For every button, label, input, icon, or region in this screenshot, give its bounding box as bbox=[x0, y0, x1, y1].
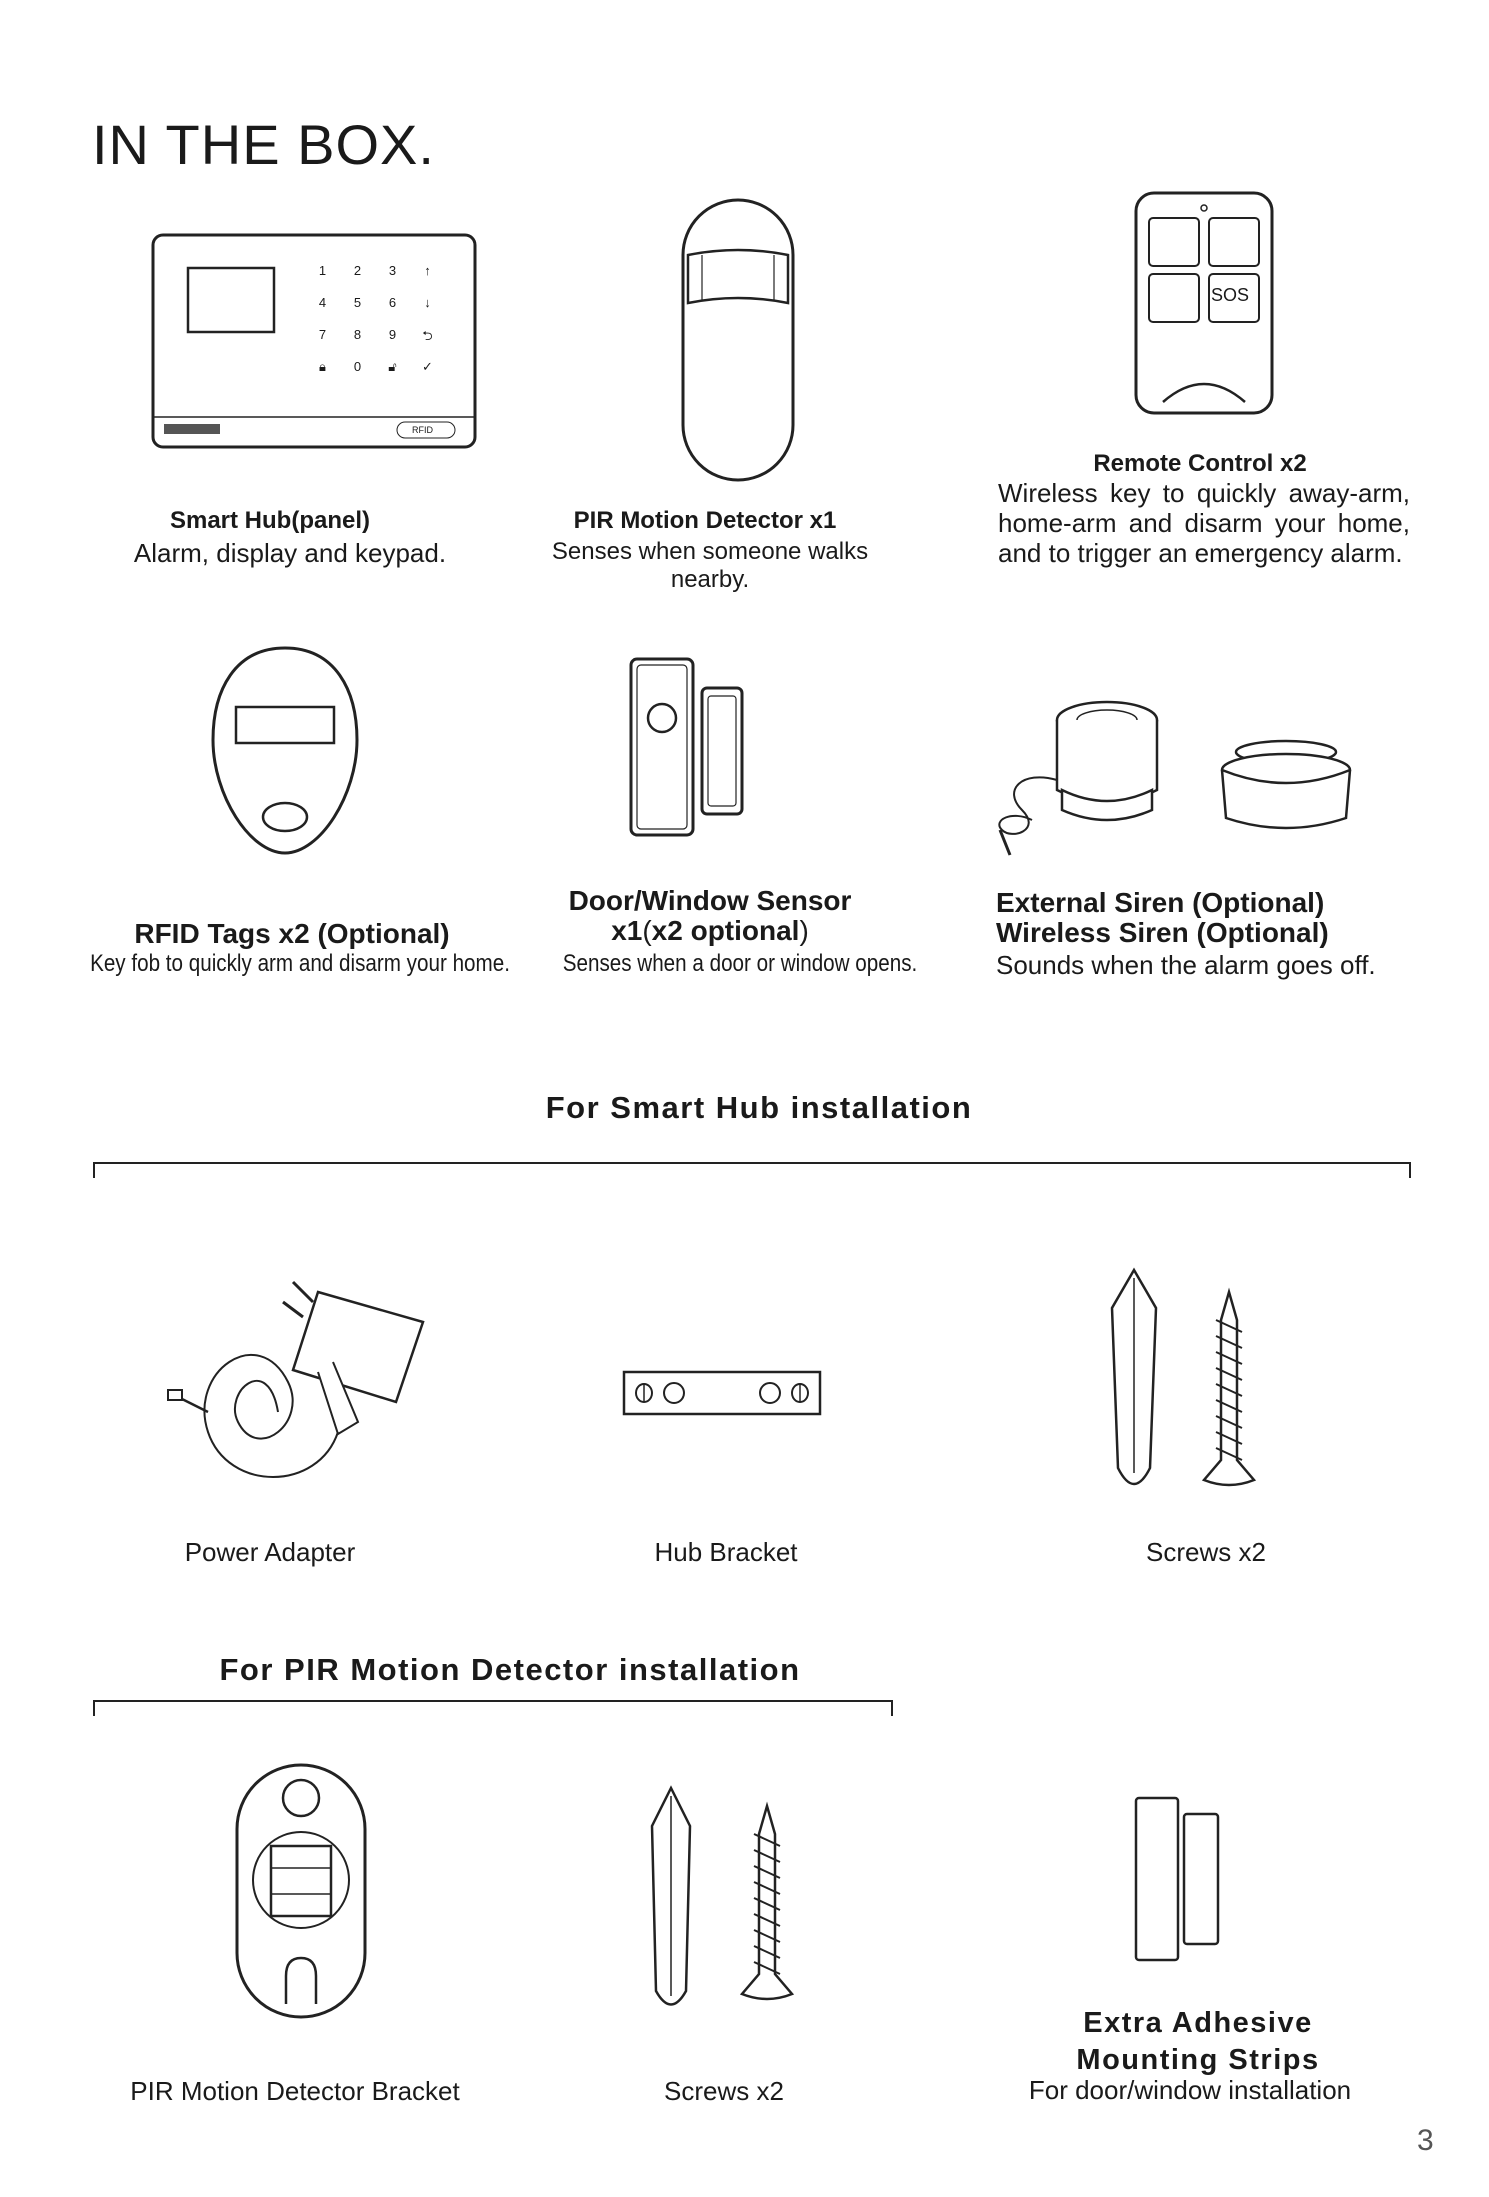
page-title: IN THE BOX. bbox=[92, 113, 435, 176]
keypad-key: 9 bbox=[388, 327, 397, 342]
name-part: ( bbox=[642, 915, 652, 946]
adhesive-name bbox=[1008, 2005, 1388, 2079]
item-name-rfid: RFID Tags x2 (Optional) bbox=[134, 918, 450, 949]
keypad-key: 6 bbox=[388, 295, 397, 310]
name-line bbox=[520, 916, 900, 946]
desc-line: home-arm and disarm your home, bbox=[998, 508, 1410, 538]
adhesive-desc: For door/window installation bbox=[1028, 2075, 1352, 2105]
unlock-icon: 🔓︎ bbox=[388, 359, 397, 374]
keypad-key: ↑ bbox=[424, 263, 431, 278]
item-name-sirens bbox=[996, 888, 1329, 948]
part-caption-hub-bracket: Hub Bracket bbox=[654, 1537, 798, 1567]
name-part: ) bbox=[799, 915, 809, 946]
part-caption-pir-screws: Screws x2 bbox=[664, 2076, 784, 2106]
desc-line: Wireless key to quickly away-arm, bbox=[998, 478, 1410, 508]
hub-installation-bracket bbox=[93, 1162, 1411, 1178]
hub-bracket-illustration bbox=[622, 1370, 822, 1416]
hub-installation-heading: For Smart Hub installation bbox=[545, 1090, 973, 1125]
keypad-key: ↓ bbox=[424, 295, 431, 310]
page-number: 3 bbox=[1417, 2124, 1434, 2157]
keypad-key: 3 bbox=[388, 263, 397, 278]
anchor-illustration bbox=[650, 1786, 692, 2018]
item-desc-rfid: Key fob to quickly arm and disarm your home. bbox=[90, 950, 510, 977]
rfid-label: RFID bbox=[412, 425, 433, 435]
pir-motion-detector-illustration bbox=[680, 197, 796, 483]
name-line: Mounting Strips bbox=[1076, 2044, 1320, 2076]
part-caption-power-adapter: Power Adapter bbox=[184, 1537, 356, 1567]
screw-illustration bbox=[1202, 1290, 1256, 1488]
item-desc-sirens: Sounds when the alarm goes off. bbox=[996, 950, 1376, 980]
keypad-key: ⮌ bbox=[422, 328, 433, 343]
lock-icon: 🔒︎ bbox=[319, 359, 326, 374]
desc-line: and to trigger an emergency alarm. bbox=[998, 538, 1403, 568]
item-name-door-window-sensor bbox=[520, 886, 900, 946]
item-desc-remote bbox=[998, 478, 1410, 568]
part-caption-pir-bracket: PIR Motion Detector Bracket bbox=[130, 2076, 460, 2106]
part-caption-screws: Screws x2 bbox=[1146, 1537, 1266, 1567]
name-line: Door/Window Sensor bbox=[568, 885, 852, 916]
sos-label: SOS bbox=[1211, 285, 1250, 305]
name-part: x2 optional bbox=[651, 915, 800, 946]
screw-illustration bbox=[740, 1804, 794, 2002]
item-name-pir: PIR Motion Detector x1 bbox=[573, 507, 837, 534]
keypad-key: 5 bbox=[353, 295, 362, 310]
wireless-siren-illustration bbox=[1216, 738, 1356, 836]
rfid-tag-illustration bbox=[210, 645, 360, 857]
check-icon: ✓ bbox=[422, 359, 433, 374]
hub-keypad bbox=[305, 263, 445, 393]
power-adapter-illustration bbox=[168, 1262, 430, 1482]
anchor-illustration bbox=[1110, 1268, 1158, 1500]
item-name-smart-hub: Smart Hub(panel) bbox=[169, 507, 370, 534]
pir-installation-heading: For PIR Motion Detector installation bbox=[219, 1652, 801, 1687]
keypad-key: 0 bbox=[353, 359, 362, 374]
keypad-key: 8 bbox=[353, 327, 362, 342]
pir-bracket-illustration bbox=[234, 1762, 368, 2020]
external-siren-illustration bbox=[992, 690, 1192, 860]
item-desc-smart-hub: Alarm, display and keypad. bbox=[133, 538, 447, 568]
item-desc-door-window-sensor: Senses when a door or window opens. bbox=[562, 950, 918, 977]
name-line: Wireless Siren (Optional) bbox=[996, 917, 1329, 948]
name-line: External Siren (Optional) bbox=[996, 887, 1325, 918]
keypad-key: 1 bbox=[318, 263, 327, 278]
keypad-key: 2 bbox=[353, 263, 362, 278]
keypad-key: 7 bbox=[318, 327, 327, 342]
item-name-remote: Remote Control x2 bbox=[1093, 450, 1307, 477]
name-part: x1 bbox=[611, 915, 643, 946]
name-line: Extra Adhesive bbox=[1083, 2007, 1313, 2039]
pir-installation-bracket bbox=[93, 1700, 893, 1716]
adhesive-strips-illustration bbox=[1134, 1796, 1220, 1962]
door-window-sensor-illustration bbox=[628, 656, 750, 840]
keypad-key: 4 bbox=[318, 295, 327, 310]
remote-control-illustration bbox=[1133, 190, 1275, 430]
item-desc-pir: Senses when someone walks nearby. bbox=[551, 538, 869, 593]
